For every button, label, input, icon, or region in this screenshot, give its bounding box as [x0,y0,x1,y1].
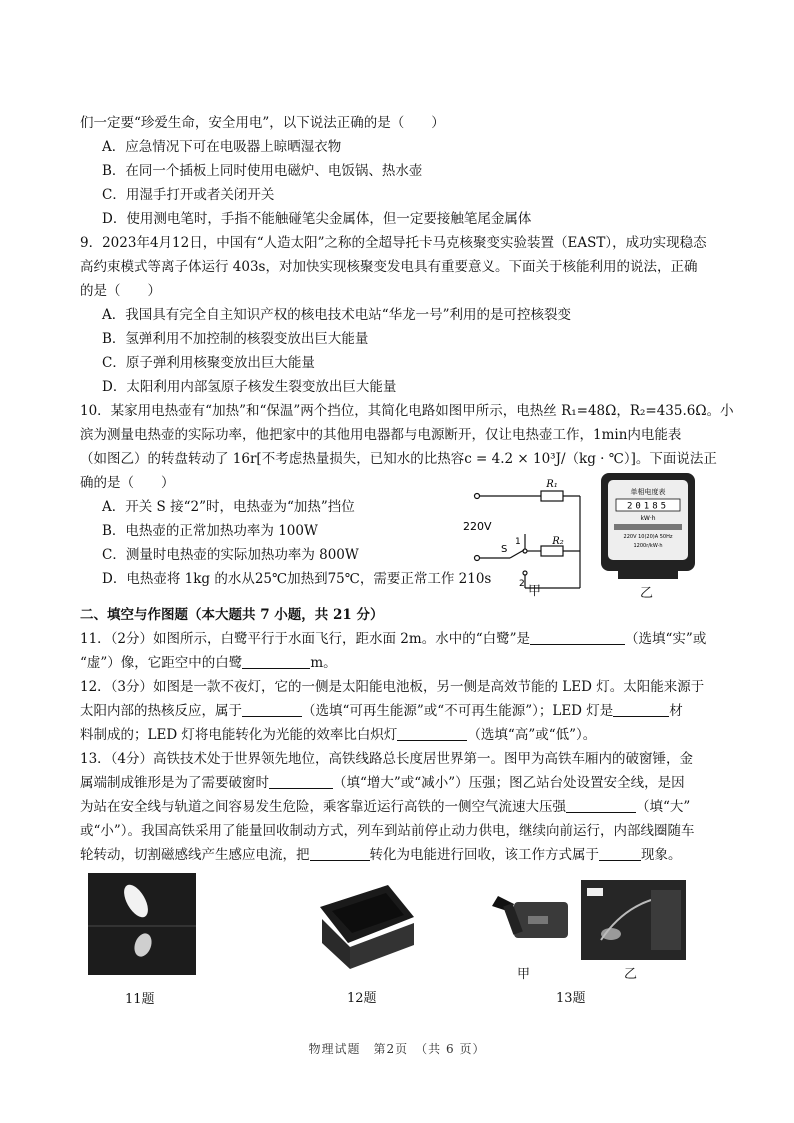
q8-option-d: D．使用测电笔时，手指不能触碰笔尖金属体，但一定要接触笔尾金属体 [102,211,532,227]
q8-option-c: C．用湿手打开或者关闭开关 [102,187,275,203]
q13-line-4: 或“小”）。我国高铁采用了能量回收制动方式，列车到站前停止动力供电，继续向前运行，内部线圈随车 [80,823,695,839]
q13-text-3: 为站在安全线与轨道之间容易发生危险，乘客靠近运行高铁的一侧空气流速大压强 [80,799,566,815]
q13-line-5 [80,846,682,864]
circuit-caption: 甲 [528,584,542,599]
voltage-label: 220V [463,520,492,533]
q13-text-4: （填“大” [636,799,691,815]
q9-line-2: 高约束模式等离子体运行 403s，对加快实现核聚变发电具有重要意义。下面关于核能利用的说法，正确 [80,259,698,275]
q10-line-1: 10．某家用电热壶有“加热”和“保温”两个挡位，其简化电路如图甲所示，电热丝 R₁=48Ω，R₂=435.6Ω。小 [80,403,734,419]
q13-text-1: 属端制成锥形是为了需要破窗时 [80,775,269,791]
q13-blank-1[interactable] [269,775,333,789]
q9-option-c: C．原子弹利用核聚变放出巨大能量 [102,355,315,371]
figure-13-caption: 13题 [556,991,586,1006]
q13-text-7: 现象。 [641,847,682,863]
q12-text-5: （选填“高”或“低”）。 [467,727,597,743]
q12-text-2: （选填“可再生能源”或“不可再生能源”）；LED 灯是 [302,703,614,719]
meter-spec-1: 220V 10(20)A 50Hz [623,534,673,540]
q13-line-1: 13．（4分）高铁技术处于世界领先地位，高铁线路总长度居世界第一。图甲为高铁车厢内的破窗锤，金 [80,751,694,767]
q11-text-1: 11．（2分）如图所示，白鹭平行于水面飞行，距水面 2m。水中的“白鹭”是 [80,631,531,647]
q13-blank-3[interactable] [310,847,370,861]
q11-text-2: （选填“实”或 [625,631,707,647]
q11-line-2 [80,654,337,672]
q11-text-3: “虚”）像，它距空中的白鹭 [80,655,243,671]
q13-text-6: 转化为电能进行回收，该工作方式属于 [369,847,599,863]
q12-text-3: 材 [669,703,683,719]
hammer-photo [488,880,576,956]
q12-blank-2[interactable] [613,703,669,717]
q13-text-2: （填“增大”或“减小”）压强；图乙站台处设置安全线，是因 [333,775,685,791]
q10-line-4: 确的是（ ） [80,475,175,491]
q12-text-4: 料制成的；LED 灯将电能转化为光能的效率比白炽灯 [80,727,398,743]
q11-text-4: m。 [310,655,337,671]
q9-line-3: 的是（ ） [80,283,161,299]
meter-caption: 乙 [640,586,654,601]
q10-option-d: D．电热壶将 1kg 的水从25℃加热到75℃，需要正常工作 210s [102,571,492,587]
r2-label: R₂ [552,536,564,547]
section-2-title: 二、填空与作图题（本大题共 7 小题，共 21 分） [80,607,384,623]
switch-label: S [501,544,508,555]
q12-line-3 [80,726,596,744]
platform-photo [581,880,686,960]
q13-blank-4[interactable] [599,847,641,861]
q10-option-b: B．电热壶的正常加热功率为 100W [102,523,318,539]
q11-blank-2[interactable] [242,655,310,669]
lamp-photo [302,877,430,977]
q13-blank-2[interactable] [566,799,636,813]
q8-option-a: A．应急情况下可在电吸器上晾晒湿衣物 [102,139,342,155]
q12-line-1: 12．（3分）如图是一款不夜灯，它的一侧是太阳能电池板，另一侧是高效节能的 LED 灯。太阳能来源于 [80,679,705,695]
q12-line-2 [80,702,683,720]
q12-blank-3[interactable] [397,727,467,741]
q10-line-3: （如图乙）的转盘转动了 16r[不考虑热量损失，已知水的比热容c = 4.2 × 10³J/（kg · ℃）]。下面说法正 [80,451,717,467]
q11-line-1 [80,630,706,648]
r1-label: R₁ [546,479,558,490]
q13-line-3 [80,798,690,816]
figure-11-caption: 11题 [125,992,155,1007]
q9-option-a: A．我国具有完全自主知识产权的核电技术电站“华龙一号”利用的是可控核裂变 [102,307,572,323]
q10-option-a: A．开关 S 接“2”时，电热壶为“加热”挡位 [102,499,355,515]
q8-stem: 们一定要“珍爱生命，安全用电”，以下说法正确的是（ ） [80,115,445,131]
q9-line-1: 9．2023年4月12日，中国有“人造太阳”之称的全超导托卡马克核聚变实验装置（EAST），成功实现稳态 [80,235,707,251]
figure-13-yi-caption: 乙 [624,967,638,982]
energy-meter [598,470,698,582]
meter-title: 单相电度表 [630,488,666,496]
q12-text-1: 太阳内部的热核反应，属于 [80,703,242,719]
terminal-1-label: 1 [515,537,521,547]
figure-13-jia-caption: 甲 [517,967,531,982]
egret-photo [88,873,196,975]
meter-spec-2: 1200r/kW·h [633,543,663,549]
q13-line-2 [80,774,685,792]
q10-line-2: 滨为测量电热壶的实际功率，他把家中的其他用电器都与电源断开，仅让电热壶工作，1min内电能表 [80,427,682,443]
q13-text-5: 轮转动，切割磁感线产生感应电流，把 [80,847,310,863]
terminal-2-label: 2 [519,579,525,589]
q8-option-b: B．在同一个插板上同时使用电磁炉、电饭锅、热水壶 [102,163,423,179]
circuit-diagram [455,478,590,598]
figure-12-caption: 12题 [347,991,377,1006]
meter-unit: kW·h [640,515,656,522]
q10-option-c: C．测量时电热壶的实际加热功率为 800W [102,547,359,563]
meter-digits: 20185 [626,501,670,512]
page-footer: 物理试题 第2页 （共 6 页） [308,1042,486,1056]
q11-blank-1[interactable] [530,631,625,645]
q12-blank-1[interactable] [242,703,302,717]
q9-option-b: B．氢弹利用不加控制的核裂变放出巨大能量 [102,331,369,347]
q9-option-d: D．太阳利用内部氢原子核发生裂变放出巨大能量 [102,379,397,395]
